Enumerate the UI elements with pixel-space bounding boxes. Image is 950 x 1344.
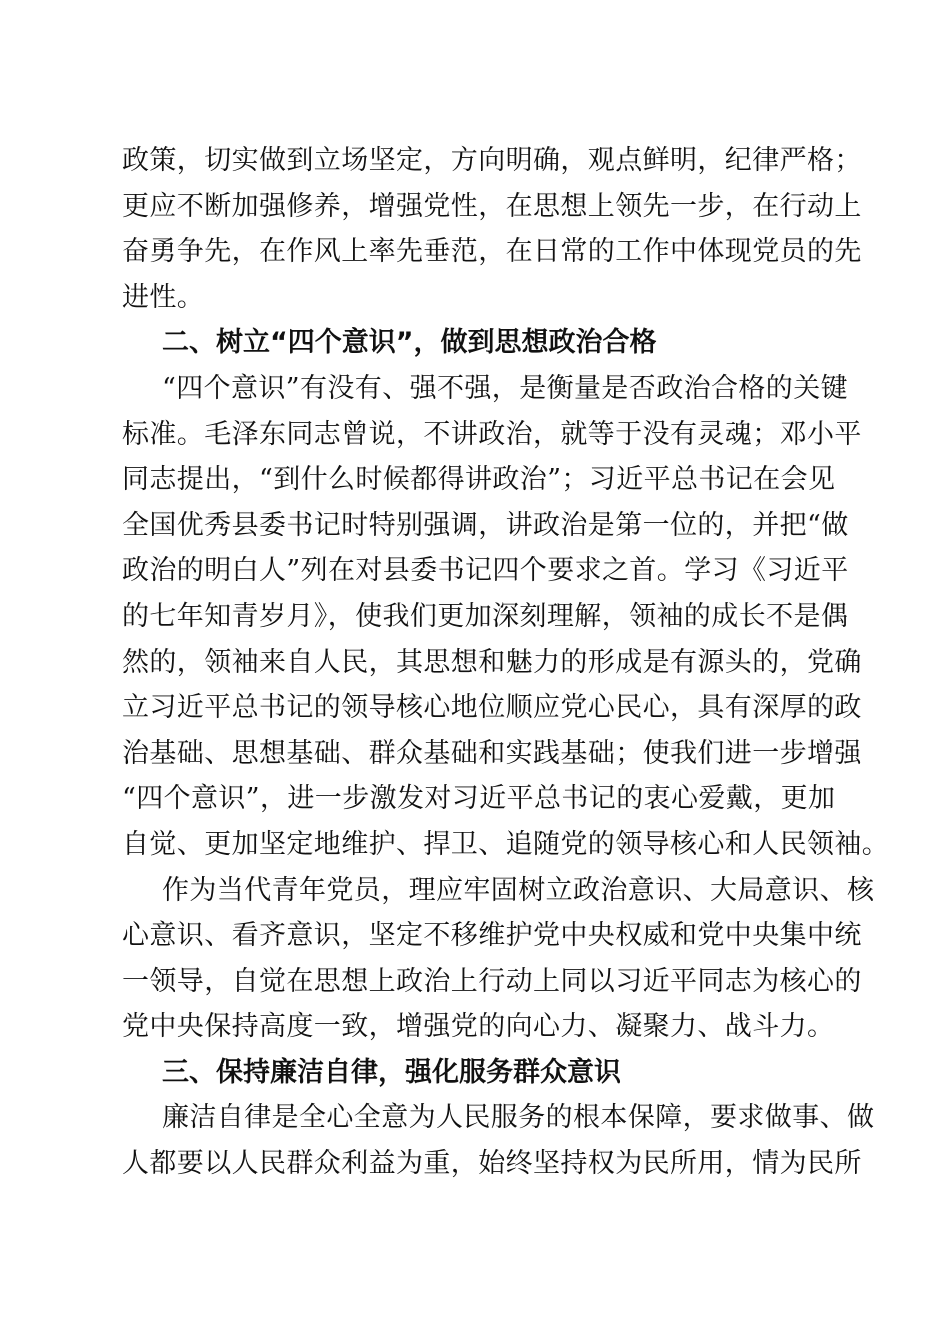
document-page bbox=[122, 138, 890, 1187]
text-line: 立习近平总书记的领导核心地位顺应党心民心，具有深厚的政 bbox=[122, 692, 862, 724]
section-heading-3: 三、保持廉洁自律，强化服务群众意识 bbox=[162, 1056, 621, 1088]
text-line: 党中央保持高度一致，增强党的向心力、凝聚力、战斗力。 bbox=[122, 1011, 835, 1043]
text-line: 同志提出，“到什么时候都得讲政治”；习近平总书记在会见 bbox=[122, 464, 836, 496]
text-line: 廉洁自律是全心全意为人民服务的根本保障，要求做事、做 bbox=[162, 1102, 875, 1134]
text-line: 政治的明白人”列在对县委书记四个要求之首。学习《习近平 bbox=[122, 555, 849, 587]
section-heading-2: 二、树立“四个意识”，做到思想政治合格 bbox=[162, 327, 657, 359]
text-line: 一领导，自觉在思想上政治上行动上同以习近平同志为核心的 bbox=[122, 965, 862, 997]
text-line: 政策，切实做到立场坚定，方向明确，观点鲜明，纪律严格； bbox=[122, 145, 862, 176]
text-line: 奋勇争先，在作风上率先垂范，在日常的工作中体现党员的先 bbox=[122, 236, 862, 268]
text-line: 作为当代青年党员，理应牢固树立政治意识、大局意识、核 bbox=[162, 874, 875, 906]
text-line: 进性。 bbox=[122, 281, 205, 313]
text-line: 标准。毛泽东同志曾说，不讲政治，就等于没有灵魂；邓小平 bbox=[122, 418, 862, 450]
paragraph-four-consciousness bbox=[122, 366, 890, 868]
text-line: 更应不断加强修养，增强党性，在思想上领先一步，在行动上 bbox=[122, 190, 862, 222]
text-line: 然的，领袖来自人民，其思想和魅力的形成是有源头的，党确 bbox=[122, 646, 862, 678]
paragraph-young-party-members bbox=[122, 868, 875, 1050]
text-line: 治基础、思想基础、群众基础和实践基础；使我们进一步增强 bbox=[122, 737, 862, 769]
text-line: 自觉、更加坚定地维护、捍卫、追随党的领导核心和人民领袖。 bbox=[122, 828, 890, 860]
text-line: 心意识、看齐意识，坚定不移维护党中央权威和党中央集中统 bbox=[122, 920, 862, 952]
text-line: 人都要以人民群众利益为重，始终坚持权为民所用，情为民所 bbox=[122, 1148, 862, 1180]
text-line: 的七年知青岁月》，使我们更加深刻理解，领袖的成长不是偶 bbox=[122, 600, 849, 632]
text-line: “四个意识”有没有、强不强，是衡量是否政治合格的关键 bbox=[162, 372, 849, 404]
text-line: 全国优秀县委书记时特别强调，讲政治是第一位的，并把“做 bbox=[122, 509, 849, 541]
paragraph-continuation bbox=[122, 138, 862, 320]
paragraph-integrity bbox=[122, 1095, 875, 1186]
text-line: “四个意识”，进一步激发对习近平总书记的衷心爱戴，更加 bbox=[122, 783, 836, 815]
